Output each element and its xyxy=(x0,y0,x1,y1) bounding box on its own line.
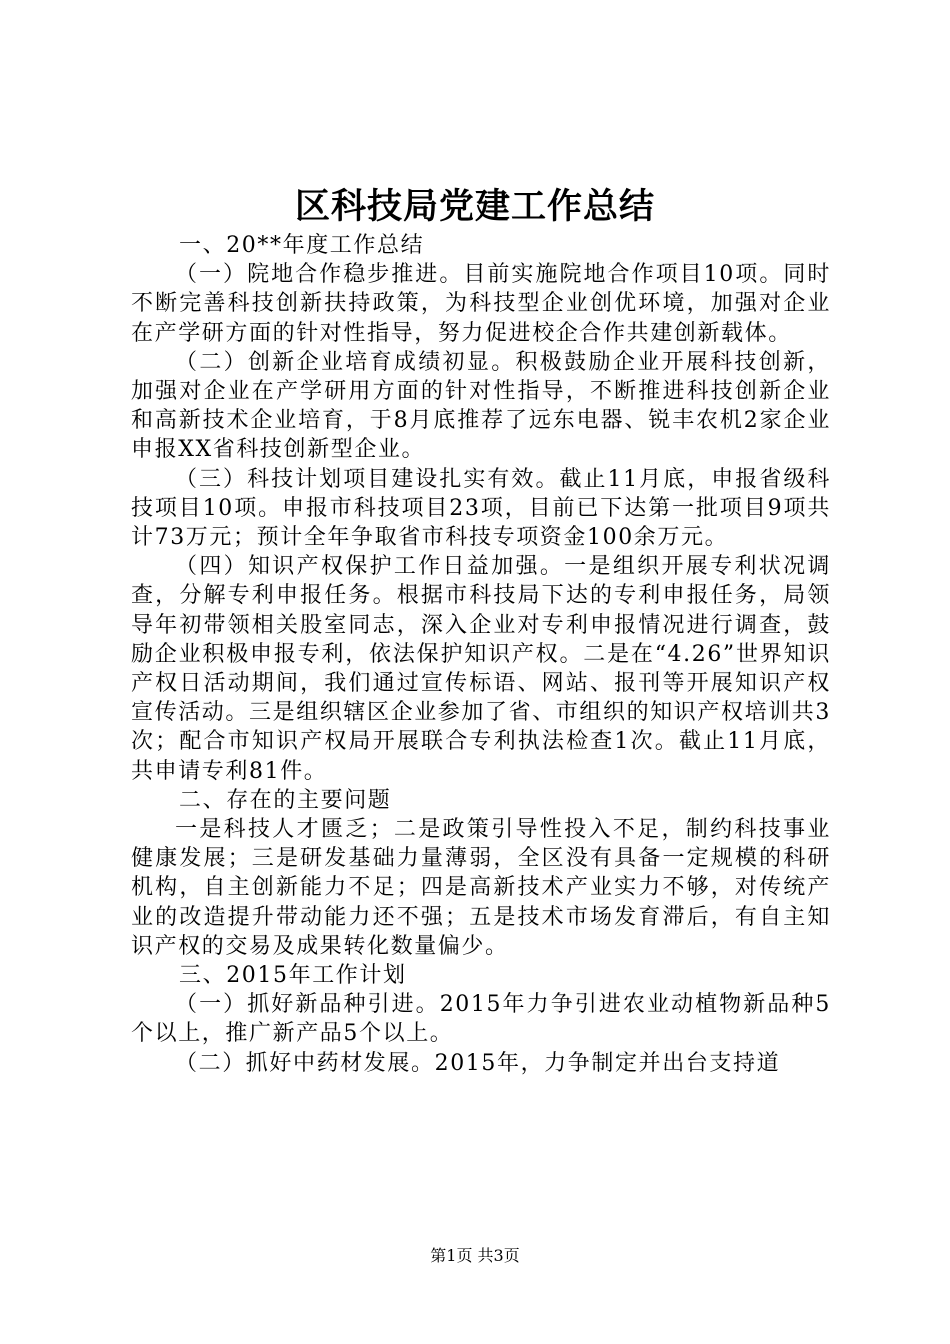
section-heading-3: 三、2015年工作计划 xyxy=(179,963,407,989)
paragraph-herbal-medicine: （二）抓好中药材发展。2015年，力争制定并出台支持道 xyxy=(175,1050,781,1076)
page-footer: 第1页 共3页 xyxy=(430,1246,520,1265)
paragraph-cooperation: （一）院地合作稳步推进。目前实施院地合作项目10项。同时不断完善科技创新扶持政策，为科技型企业创优环境，加强对企业在产学研方面的针对性指导，努力促进校企合作共建创新载体。 xyxy=(131,262,831,346)
paragraph-problems: 一是科技人才匮乏；二是政策引导性投入不足，制约科技事业健康发展；三是研发基础力量薄弱，全区没有具备一定规模的科研机构，自主创新能力不足；四是高新技术产业实力不够，对传统产业的改造提升带动能力还不强；五是技术市场发育滞后，有自主知识产权的交易及成果转化数量偏少。 xyxy=(131,817,831,959)
document-body xyxy=(131,231,831,1078)
paragraph-ip-protection: （四）知识产权保护工作日益加强。一是组织开展专利状况调查，分解专利申报任务。根据市科技局下达的专利申报任务，局领导年初带领相关股室同志，深入企业对专利申报情况进行调查，鼓励企业积极申报专利，依法保护知识产权。二是在“4.26”世界知识产权日活动期间，我们通过宣传标语、网站、报刊等开展知识产权宣传活动。三是组织辖区企业参加了省、市组织的知识产权培训共3次；配合市知识产权局开展联合专利执法检查1次。截止11月底，共申请专利81件。 xyxy=(131,554,831,784)
section-heading-1: 一、20**年度工作总结 xyxy=(179,233,425,258)
paragraph-new-varieties: （一）抓好新品种引进。2015年力争引进农业动植物新品种5个以上，推广新产品5个以上。 xyxy=(131,992,831,1047)
paragraph-project-construction: （三）科技计划项目建设扎实有效。截止11月底，申报省级科技项目10项。申报市科技项目23项，目前已下达第一批项目9项共计73万元；预计全年争取省市科技专项资金100余万元。 xyxy=(131,466,831,551)
paragraph-enterprise-cultivation: （二）创新企业培育成绩初显。积极鼓励企业开展科技创新，加强对企业在产学研用方面的针对性指导，不断推进科技创新企业和高新技术企业培育，于8月底推荐了远东电器、锐丰农机2家企业申报XX省科技创新型企业。 xyxy=(131,349,831,463)
document-title: 区科技局党建工作总结 xyxy=(294,187,655,227)
section-heading-2: 二、存在的主要问题 xyxy=(179,787,392,813)
